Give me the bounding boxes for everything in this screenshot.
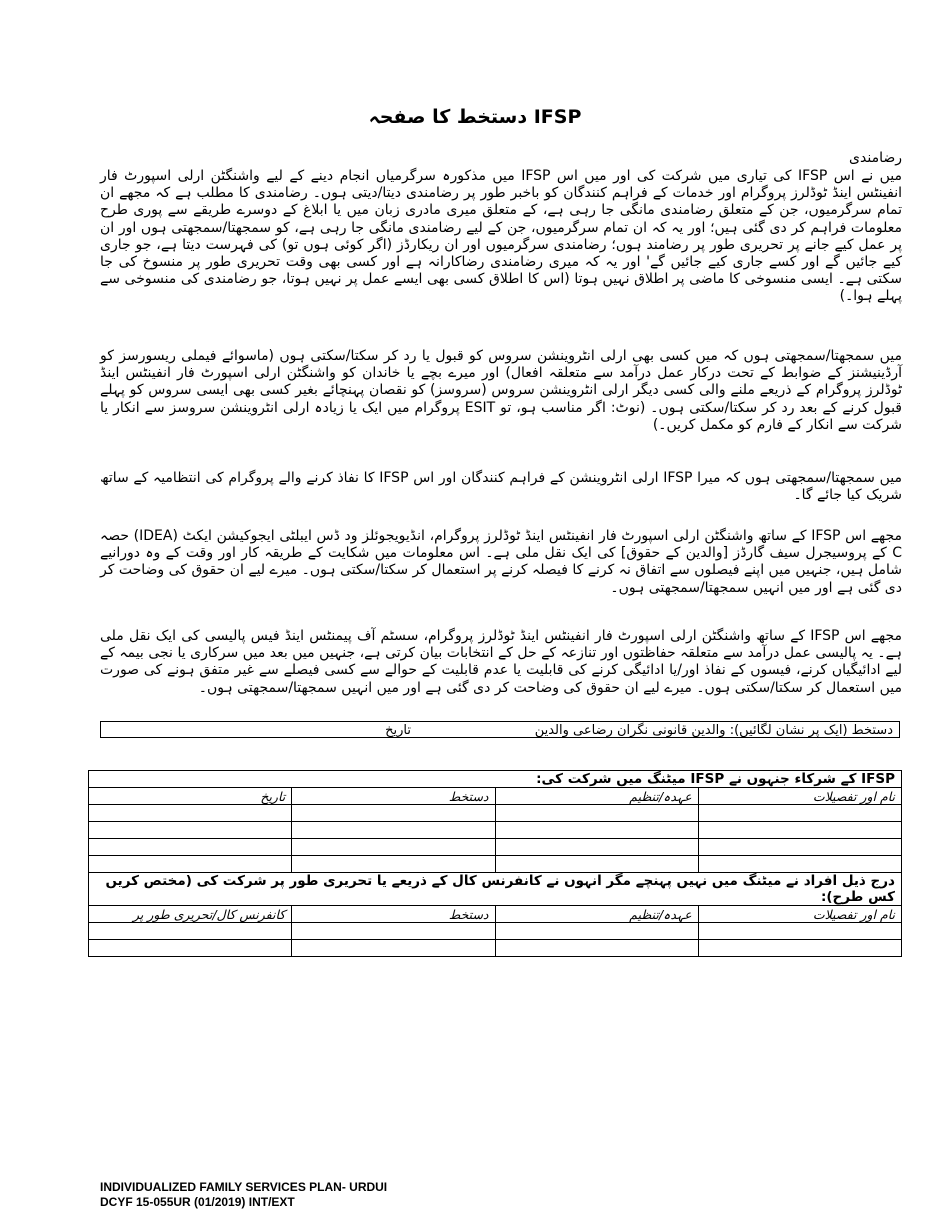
participants-table — [88, 770, 902, 957]
absent-table-title: درج ذیل افراد نے میٹنگ میں نہیں پہنچے مگر انہوں نے کانفرنس کال کے ذریعے یا تحریری طور پر شرکت کی (مختص کریں کس طرح): — [89, 873, 902, 906]
method-cell[interactable] — [89, 923, 292, 940]
table-row — [89, 856, 902, 873]
date-cell[interactable] — [89, 839, 292, 856]
column-header: دستخط — [292, 906, 495, 923]
signature-date-label: تاریخ — [385, 723, 411, 738]
fee-policy-paragraph: مجھے اس IFSP کے ساتھ واشنگٹن ارلی اسپورٹ فار انفینٹس اینڈ ٹوڈلرز پروگرام، سسٹم آف پیمنٹس اینڈ فیس پالیسی کی ایک نقل ملی ہے۔ یہ پالیسی عمل درآمد سے متعلقہ حفاظتوں اور تنازعہ کے حل کے انتخابات بیان کرتی ہے، جنہیں میں بعد میں سرکاری یا نجی بیمہ کے لیے ادائیگیاں کرنے، فیسوں کے نفاذ اور/یا ادائیگی کرنے کی قابلیت یا عدم قابلیت کے حوالے سے کسی فیصلے سے غیر متفق ہونے کی صورت میں استعمال کر سکتا/سکتی ہوں۔ میرے لیے ان حقوق کی وضاحت کر دی گئی ہے اور میں انہیں سمجھتا/سمجھتی ہوں۔ — [100, 628, 902, 696]
name-cell[interactable] — [698, 923, 901, 940]
signature-label: دستخط (ایک پر نشان لگائیں): والدین قانونی نگران رضاعی والدین — [534, 723, 893, 738]
footer-form-name: INDIVIDUALIZED FAMILY SERVICES PLAN- URDUI — [100, 1180, 388, 1194]
page-title: IFSP دستخط کا صفحہ — [368, 106, 582, 128]
table-row — [89, 839, 902, 856]
date-cell[interactable] — [89, 856, 292, 873]
form-footer — [100, 1180, 387, 1210]
table-row — [89, 805, 902, 822]
signature-cell[interactable] — [292, 940, 495, 957]
column-header: نام اور تفصیلات — [698, 788, 901, 805]
role-cell[interactable] — [495, 839, 698, 856]
method-cell[interactable] — [89, 940, 292, 957]
role-cell[interactable] — [495, 856, 698, 873]
signature-cell[interactable] — [292, 856, 495, 873]
safeguards-paragraph: مجھے اس IFSP کے ساتھ واشنگٹن ارلی اسپورٹ فار انفینٹس اینڈ ٹوڈلرز پروگرام، انڈیویجوئلز ود ڈس ایبلٹی ایجوکیشن ایکٹ (IDEA) حصہ C کے پروسیجرل سیف گارڈز [والدین کے حقوق] کی ایک نقل ملی ہے۔ اس معلومات میں شکایت کے طریقہ کار اور وقت کے وہ دورانیے شامل ہیں، جنہیں میں اپنے فیصلوں سے اتفاق نہ کرنے کا فیصلہ کرنے پر استعمال کر سکتا/سکتی ہوں۔ میرے لیے ان حقوق کی وضاحت کر دی گئی ہے اور میں انہیں سمجھتا/سمجھتی ہوں۔ — [100, 528, 902, 596]
consent-paragraph: میں نے اس IFSP کی تیاری میں شرکت کی اور میں اس IFSP میں مذکورہ سرگرمیاں انجام دینے کے لیے واشنگٹن ارلی اسپورٹ فار انفینٹس اینڈ ٹوڈلرز پروگرام اور خدمات کے فراہم کنندگان کو باخبر طور پر رضامندی دیتا/دیتی ہوں۔ رضامندی کا مطلب ہے کہ مجھے ان تمام سرگرمیوں، جن کے متعلق رضامندی مانگی جا رہی ہے، کے متعلق میری مادری زبان میں یا ابلاغ کے دوسرے طریقے سے پوری طرح معلومات فراہم کر دی گئی ہیں؛ اور یہ کہ ان تمام سرگرمیوں، جن کے لیے رضامندی مانگی جا رہی ہے، کو سمجھتا/سمجھتی ہوں اور ان پر عمل کیے جانے پر تحریری طور پر رضامند ہوں؛ رضامندی سرگرمیوں اور ان ریکارڈز (اگر کوئی ہوں تو) کی فہرست دیتا ہے، جو جاری کیے جائیں گے اور کسے جاری کیے جائیں گے' اور یہ کہ میری رضامندی رضاکارانہ ہے اور کسی بھی وقت تحریری طور پر منسوخ کی جا سکتی ہے۔ ایسی منسوخی کا ماضی پر اطلاق نہیں ہوتا (اس کا اطلاق کسی بھی ایسے عمل پر نہیں ہوتا، جو رضامندی کی منسوخی سے پہلے ہوا۔) — [100, 168, 902, 305]
column-header: دستخط — [292, 788, 495, 805]
table-row — [89, 923, 902, 940]
role-cell[interactable] — [495, 805, 698, 822]
name-cell[interactable] — [698, 822, 901, 839]
role-cell[interactable] — [495, 923, 698, 940]
name-cell[interactable] — [698, 805, 901, 822]
signature-box[interactable] — [100, 721, 900, 738]
table-row — [89, 940, 902, 957]
signature-cell[interactable] — [292, 923, 495, 940]
consent-heading: رضامندی — [849, 150, 902, 166]
signature-cell[interactable] — [292, 839, 495, 856]
column-header: تاریخ — [89, 788, 292, 805]
name-cell[interactable] — [698, 839, 901, 856]
column-header: عہدہ/تنظیم — [495, 788, 698, 805]
column-header: کانفرنس کال/تحریری طور پر — [89, 906, 292, 923]
signature-cell[interactable] — [292, 822, 495, 839]
signature-cell[interactable] — [292, 805, 495, 822]
sharing-paragraph: میں سمجھتا/سمجھتی ہوں کہ میرا IFSP ارلی انٹروینشن کے فراہم کنندگان اور اس IFSP کا نفاذ کرنے والے پروگرام کی انتظامیہ کے ساتھ شریک کیا جائے گا۔ — [100, 470, 902, 504]
date-cell[interactable] — [89, 805, 292, 822]
table-row — [89, 822, 902, 839]
column-header: نام اور تفصیلات — [698, 906, 901, 923]
role-cell[interactable] — [495, 940, 698, 957]
role-cell[interactable] — [495, 822, 698, 839]
column-header: عہدہ/تنظیم — [495, 906, 698, 923]
footer-form-number: DCYF 15-055UR (01/2019) INT/EXT — [100, 1195, 295, 1209]
name-cell[interactable] — [698, 940, 901, 957]
participants-table-title: IFSP کے شرکاء جنہوں نے IFSP میٹنگ میں شرکت کی: — [89, 771, 902, 788]
services-paragraph: میں سمجھتا/سمجھتی ہوں کہ میں کسی بھی ارلی انٹروینشن سروس کو قبول یا رد کر سکتا/سکتی ہوں (ماسوائے فیملی ریسورسز کو آرڈینیشنز کے ضوابط کے تحت درکار عمل درآمد سے متعلقہ افعال) اور میرے بچے یا خاندان کو واشنگٹن ارلی اسپورٹ فار انفینٹس اینڈ ٹوڈلرز پروگرام کے ذریعے ملنے والی کسی دیگر ارلی انٹروینشن سروس (سروسز) کو نقصان پہنچائے بغیر کسی بھی ایسی سروس کو پہلے قبول کرنے کے بعد رد کر سکتا/سکتی ہوں۔ (نوٹ: اگر مناسب ہو، تو ESIT پروگرام میں ایک یا زیادہ ارلی انٹروینشن سروسز سے انکار یا شرکت سے انکار کے فارم کو مکمل کریں۔) — [100, 348, 902, 433]
date-cell[interactable] — [89, 822, 292, 839]
name-cell[interactable] — [698, 856, 901, 873]
